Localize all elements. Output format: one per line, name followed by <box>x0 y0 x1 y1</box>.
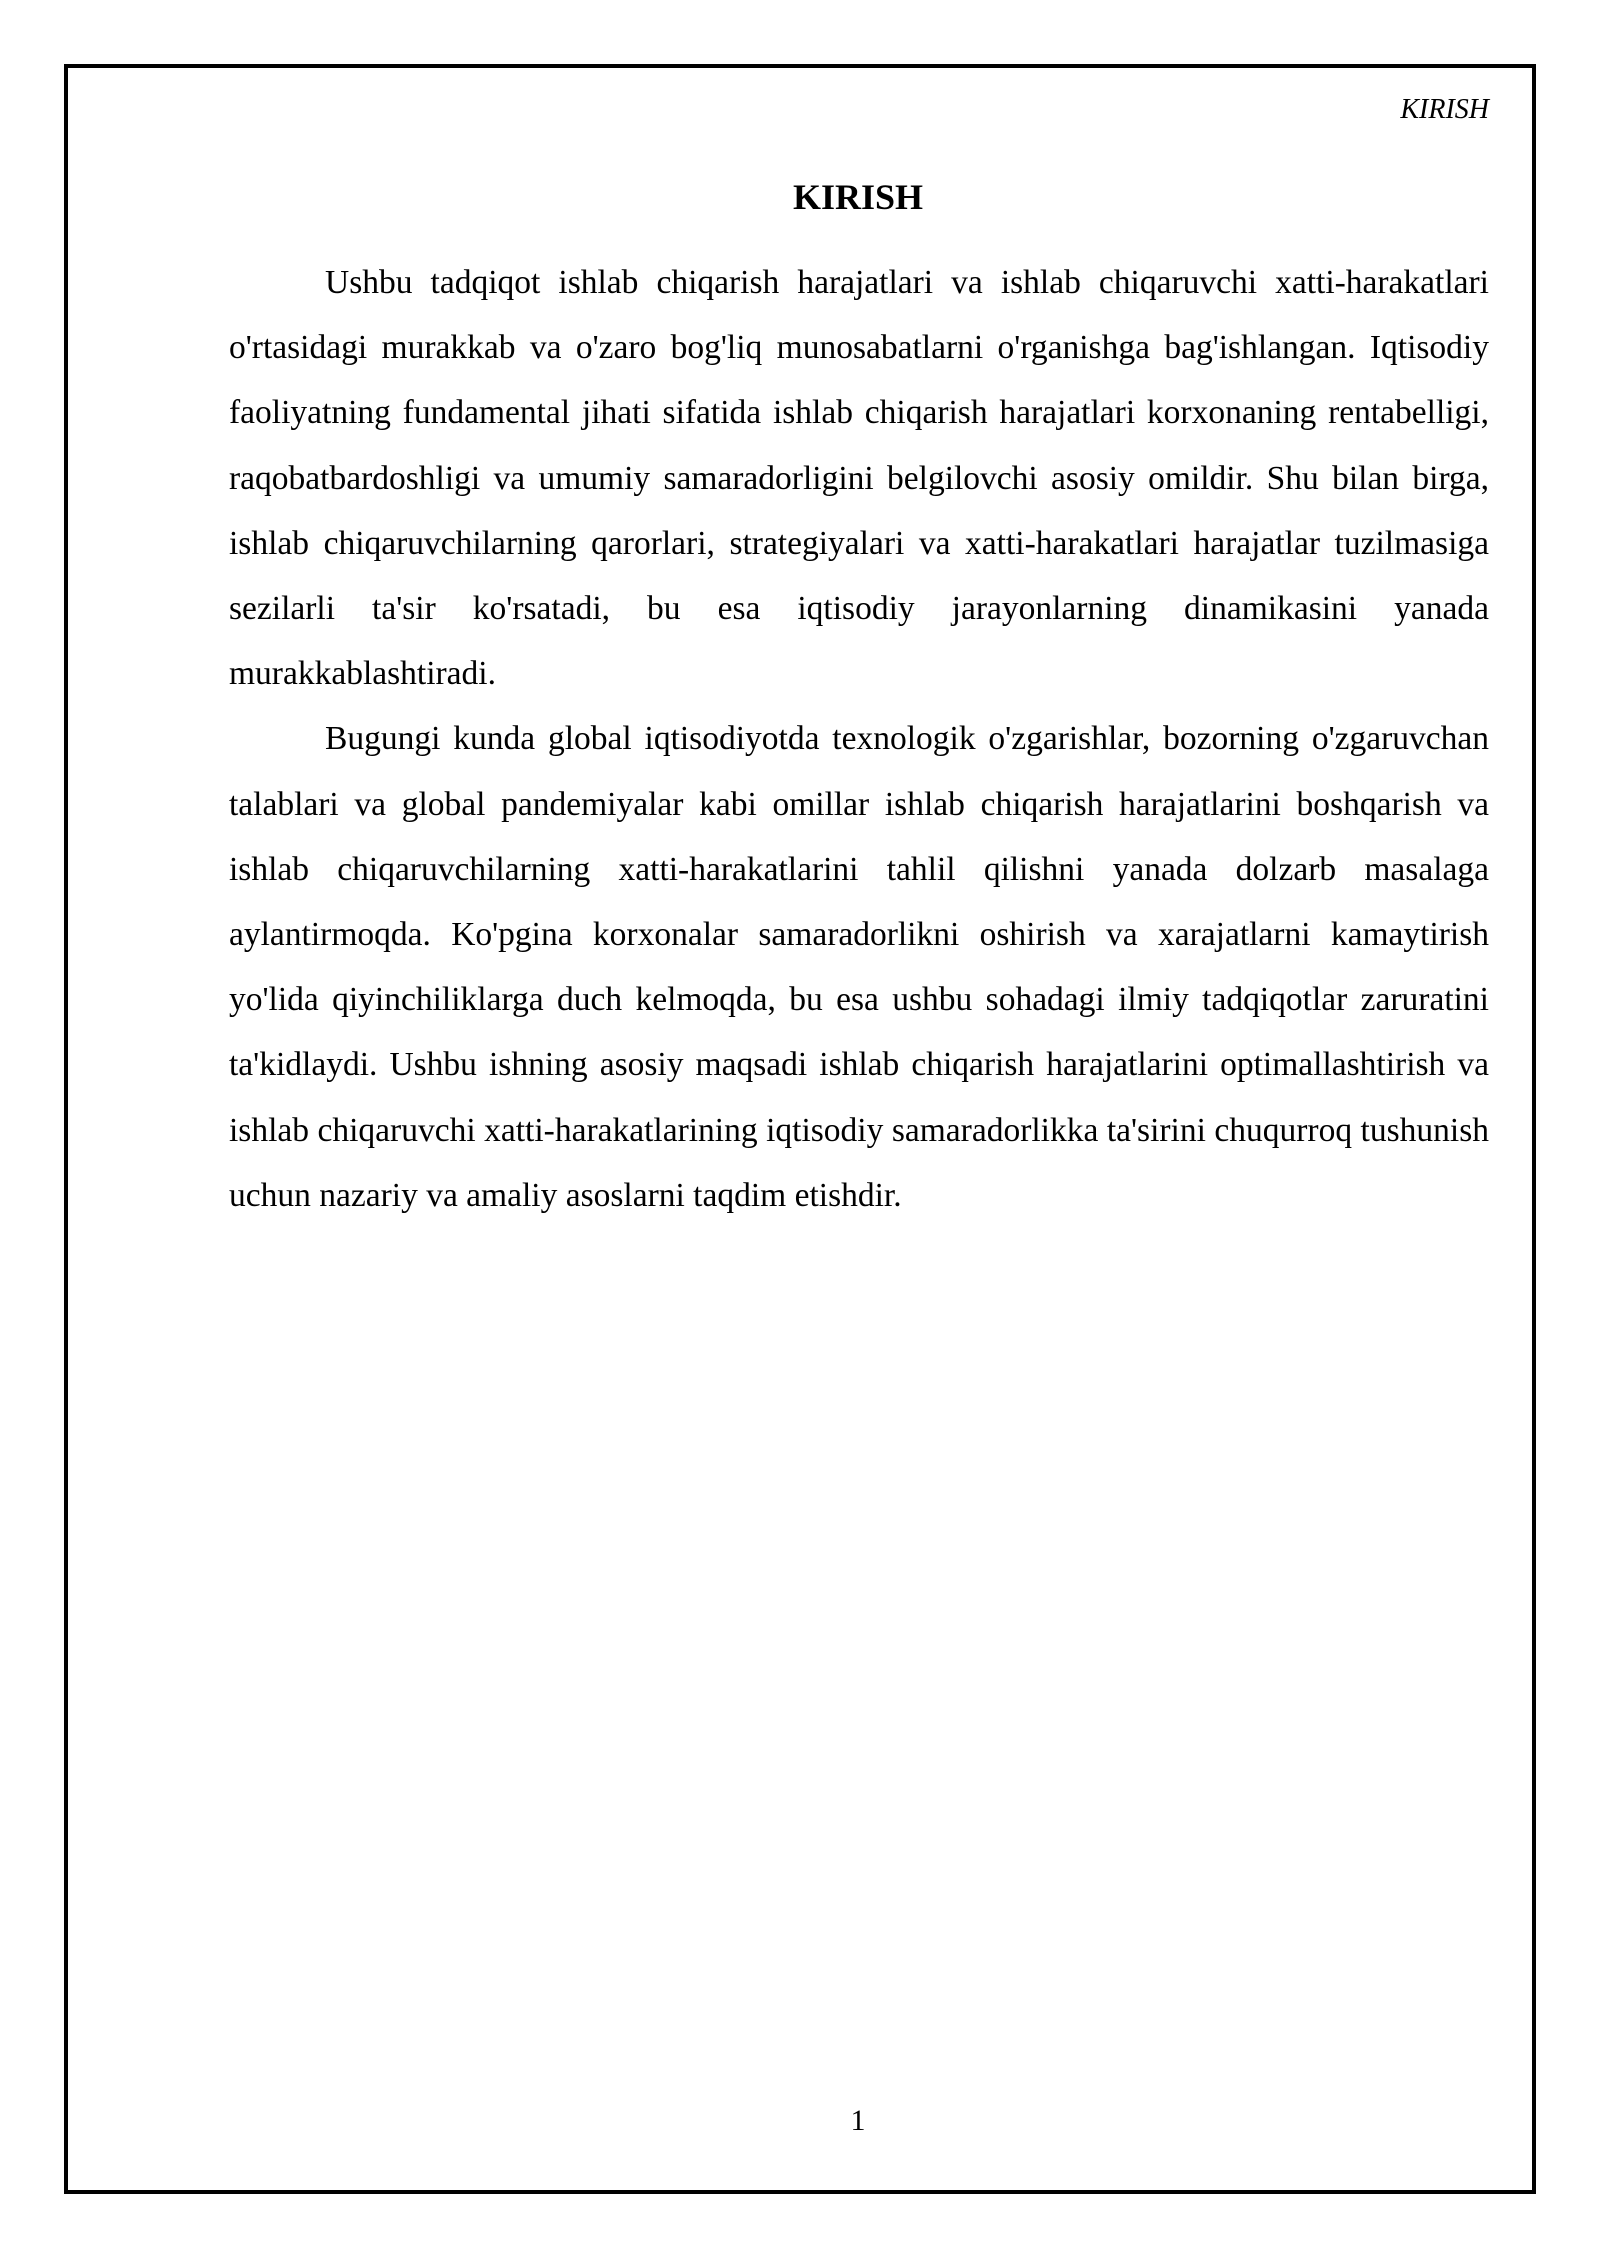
paragraph: Ushbu tadqiqot ishlab chiqarish harajatlari va ishlab chiqaruvchi xatti-harakatlari o'rtasidagi murakkab va o'zaro bog'liq munosabatlarni o'rganishga bag'ishlangan. Iqtisodiy faoliyatning fundamental jihati sifatida ishlab chiqarish harajatlari korxonaning rentabelligi, raqobatbardoshligi va umumiy samaradorligini belgilovchi asosiy omildir. Shu bilan birga, ishlab chiqaruvchilarning qarorlari, strategiyalari va xatti-harakatlari harajatlar tuzilmasiga sezilarli ta'sir ko'rsatadi, bu esa iqtisodiy jarayonlarning dinamikasini yanada murakkablashtiradi. <box>229 264 1489 693</box>
section-title: KIRISH <box>792 177 924 218</box>
paragraph: Bugungi kunda global iqtisodiyotda texnologik o'zgarishlar, bozorning o'zgaruvchan talablari va global pandemiyalar kabi omillar ishlab chiqarish harajatlarini boshqarish va ishlab chiqaruvchilarning xatti-harakatlarini tahlil qilishni yanada dolzarb masalaga aylantirmoqda. Ko'pgina korxonalar samaradorlikni oshirish va xarajatlarni kamaytirish yo'lida qiyinchiliklarga duch kelmoqda, bu esa ushbu sohadagi ilmiy tadqiqotlar zaruratini ta'kidlaydi. Ushbu ishning asosiy maqsadi ishlab chiqarish harajatlarini optimallashtirish va ishlab chiqaruvchi xatti-harakatlarining iqtisodiy samaradorlikka ta'sirini chuqurroq tushunish uchun nazariy va amaliy asoslarni taqdim etishdir. <box>229 720 1489 1214</box>
running-header: KIRISH <box>1400 94 1489 125</box>
page-number: 1 <box>850 2104 866 2137</box>
body-text <box>229 250 1489 1228</box>
